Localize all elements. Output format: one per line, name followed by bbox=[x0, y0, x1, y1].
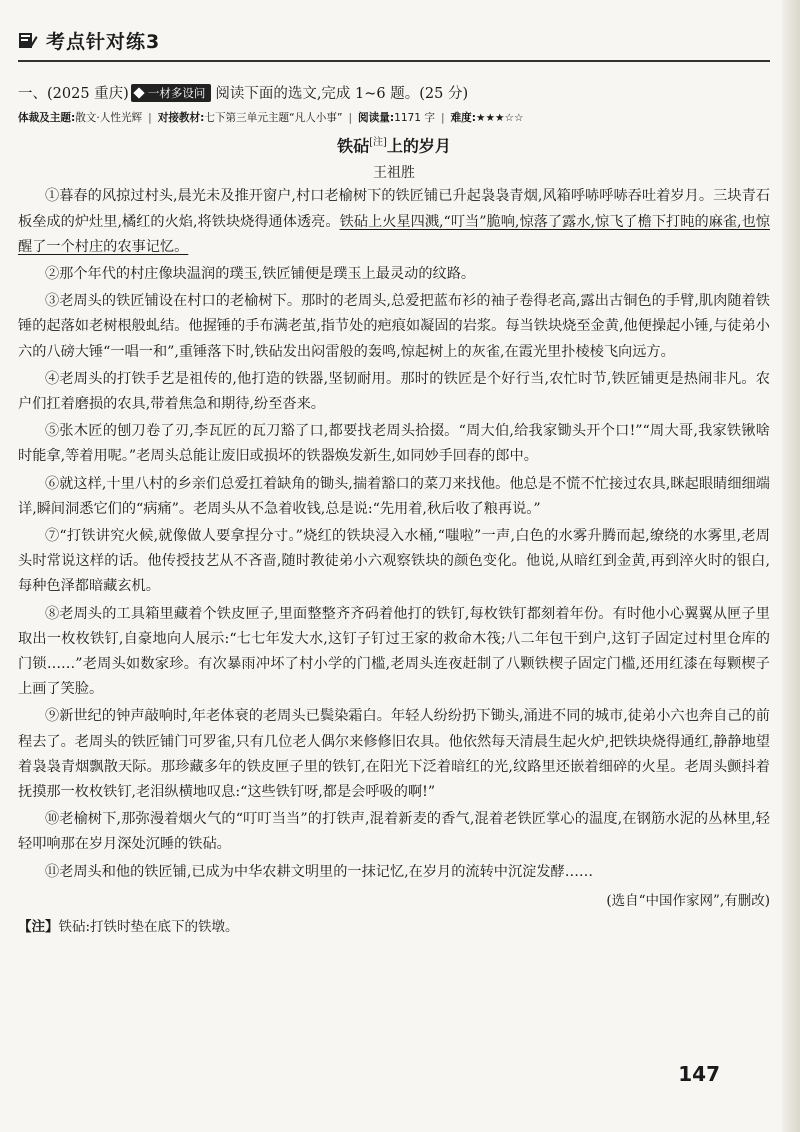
question-instruction bbox=[18, 82, 770, 103]
reading-label: 阅读量: bbox=[358, 112, 395, 124]
genre-label: 体裁及主题: bbox=[18, 112, 76, 124]
paragraph-text: ①暮春的风掠过村头,晨光未及推开窗户,村口老榆树下的铁匠铺已升起袅袅青烟,风箱呼哧呼哧吞吐着岁月。三块青石板垒成的炉灶里,橘红的火焰,将铁块烧得通体透亮。 bbox=[18, 188, 770, 230]
underlined-sentence: 铁砧上火星四溅,“叮当”脆响,惊落了露水,惊飞了檐下打盹的麻雀,也惊醒了一个村庄的农事记忆。 bbox=[18, 213, 770, 255]
paragraph-9: ⑨新世纪的钟声敲响时,年老体衰的老周头已鬓染霜白。年轻人纷纷扔下锄头,涌进不同的城市,徒弟小六也奔自己的前程去了。老周头的铁匠铺门可罗雀,只有几位老人偶尔来修修旧农具。他依然每天清晨生起火炉,把铁块烧得通红,静静地望着袅袅青烟飘散天际。那珍藏多年的铁皮匣子里的铁钉,在阳光下泛着暗红的光,纹路里还嵌着细碎的火星。老周头颤抖着抚摸那一枚枚铁钉,老泪纵横地叹息:“这些铁钉呀,都是会呼吸的啊!” bbox=[18, 708, 770, 800]
title-part: 上的岁月 bbox=[386, 136, 451, 156]
paragraph-10: ⑩老榆树下,那弥漫着烟火气的“叮叮当当”的打铁声,混着新麦的香气,混着老铁匠掌心的温度,在钢筋水泥的丛林里,轻轻叩响那在岁月深处沉睡的铁砧。 bbox=[18, 811, 770, 853]
textbook-value: 七下第三单元主题“凡人小事” bbox=[204, 112, 343, 124]
article-title bbox=[18, 133, 770, 156]
section-header bbox=[18, 24, 770, 56]
footnote-label: 【注】 bbox=[18, 918, 59, 935]
question-prefix: 一、(2025 重庆) bbox=[18, 86, 129, 102]
article-author: 王祖胜 bbox=[373, 165, 415, 182]
meta-separator: | bbox=[441, 111, 445, 124]
paragraph-8: ⑧老周头的工具箱里藏着个铁皮匣子,里面整整齐齐码着他打的铁钉,每枚铁钉都刻着年份。有时他小心翼翼从匣子里取出一枚枚铁钉,自豪地向人展示:“七七年发大水,这钉子钉过王家的救命木筏;八二年包干到户,这钉子固定过村里仓库的门锁……”老周头如数家珍。有次暴雨冲坏了村小学的门槛,老周头连夜赶制了八颗铁楔子固定门槛,还用红漆在每颗楔子上画了笑脸。 bbox=[18, 605, 770, 698]
header-divider bbox=[18, 60, 770, 62]
paragraph-1 bbox=[18, 184, 770, 260]
question-tag-label: 一材多设问 bbox=[147, 85, 206, 100]
pencil-book-icon bbox=[18, 30, 38, 50]
paragraph-6: ⑥就这样,十里八村的乡亲们总爱扛着缺角的锄头,揣着豁口的菜刀来找他。他总是不慌不忙接过农具,眯起眼睛细细端详,瞬间洞悉它们的“病痛”。老周头从不急着收钱,总是说:“先用着,秋后收了粮再说。” bbox=[18, 475, 770, 517]
genre-value: 散文·人性光辉 bbox=[75, 112, 143, 124]
section-title: 考点针对练3 bbox=[46, 30, 161, 53]
page-content bbox=[18, 24, 770, 935]
footnote bbox=[18, 915, 770, 935]
meta-separator: | bbox=[148, 111, 152, 124]
question-tag bbox=[131, 84, 212, 102]
title-footnote-mark: [注] bbox=[369, 137, 387, 148]
page-edge-shadow bbox=[782, 0, 800, 1132]
difficulty-label: 难度: bbox=[450, 112, 477, 124]
difficulty-stars: ★★★☆☆ bbox=[476, 112, 524, 124]
meta-separator: | bbox=[348, 111, 353, 124]
reading-value: 1171 字 bbox=[394, 112, 435, 124]
meta-info bbox=[18, 110, 770, 125]
title-part: 铁砧 bbox=[337, 136, 370, 156]
footnote-text: 铁砧:打铁时垫在底下的铁墩。 bbox=[58, 918, 239, 935]
paragraph-11: ⑪老周头和他的铁匠铺,已成为中华农耕文明里的一抹记忆,在岁月的流转中沉淀发酵…… bbox=[44, 863, 594, 880]
paragraph-4: ④老周头的打铁手艺是祖传的,他打造的铁器,坚韧耐用。那时的铁匠是个好行当,农忙时节,铁匠铺更是热闹非凡。农户们扛着磨损的农具,带着焦急和期待,纷至沓来。 bbox=[18, 370, 770, 412]
paragraph-3: ③老周头的铁匠铺设在村口的老榆树下。那时的老周头,总爱把蓝布衫的袖子卷得老高,露出古铜色的手臂,肌肉随着铁锤的起落如老树根般虬结。他握锤的手布满老茧,指节处的疤痕如凝固的岩浆。每当铁块烧至金黄,他便操起小锤,与徒弟小六的八磅大锤“一唱一和”,重锤落下时,铁砧发出闷雷般的轰鸣,惊起树上的灰雀,在霞光里扑棱棱飞向远方。 bbox=[18, 293, 770, 360]
paragraph-2: ②那个年代的村庄像块温润的璞玉,铁匠铺便是璞玉上最灵动的纹路。 bbox=[44, 265, 476, 282]
paragraph-5: ⑤张木匠的刨刀卷了刃,李瓦匠的瓦刀豁了口,都要找老周头拾掇。“周大伯,给我家锄头开个口!”“周大哥,我家铁锹啥时能拿,等着用呢。”老周头总能让废旧或损坏的铁器焕发新生,如同妙手回春的郎中。 bbox=[18, 423, 770, 465]
page-number: 147 bbox=[678, 1062, 720, 1086]
article-source: (选自“中国作家网”,有删改) bbox=[606, 892, 770, 909]
textbook-label: 对接教材: bbox=[157, 112, 205, 124]
question-text: 阅读下面的选文,完成 1~6 题。(25 分) bbox=[215, 86, 469, 102]
paragraph-7: ⑦“打铁讲究火候,就像做人要拿捏分寸。”烧红的铁块浸入水桶,“嗤啦”一声,白色的水雾升腾而起,缭绕的水雾里,老周头时常说这样的话。他传授技艺从不吝啬,随时教徒弟小六观察铁块的颜色变化。他说,从暗红到金黄,再到淬火时的银白,每种色泽都暗藏玄机。 bbox=[18, 527, 770, 595]
diamond-icon bbox=[133, 87, 144, 98]
